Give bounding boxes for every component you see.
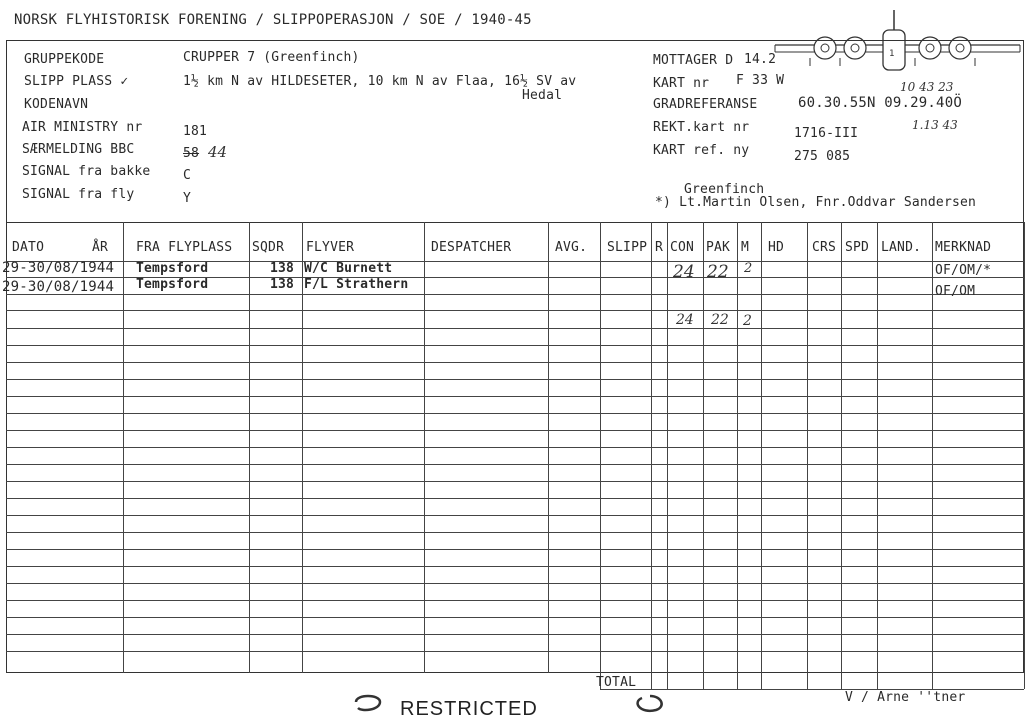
row-rule — [6, 566, 1024, 567]
row1-pak: 22 — [707, 262, 729, 282]
value-mottager: 14.2 — [744, 52, 777, 67]
row-rule — [6, 345, 1024, 346]
value-signal-fly: Y — [183, 191, 192, 206]
col-header-pak: PAK — [706, 240, 731, 255]
col-rule — [737, 222, 738, 689]
subtotal-m: 2 — [743, 313, 752, 329]
row-rule — [6, 651, 1024, 652]
col-header-dato: DATO — [12, 240, 45, 255]
row2-dato: 29-30/08/1944 — [2, 279, 115, 295]
value-saermelding-hand: 44 — [208, 143, 228, 161]
col-rule — [651, 222, 652, 689]
row1-fra: Tempsford — [136, 261, 209, 276]
col-rule — [807, 222, 808, 689]
row-rule — [6, 396, 1024, 397]
col-header-spd: SPD — [845, 240, 870, 255]
col-rule — [249, 222, 250, 673]
col-rule — [424, 222, 425, 673]
punch-hole-mark — [350, 690, 390, 718]
label-signal-fly: SIGNAL fra fly — [22, 187, 135, 202]
label-air-ministry: AIR MINISTRY nr — [22, 120, 143, 135]
row-rule — [6, 310, 1024, 311]
hand-note-top: 10 43 23 — [900, 80, 954, 94]
footer-signature: V / Arne ''tner — [845, 690, 966, 705]
total-label: TOTAL — [596, 675, 637, 690]
row-rule — [6, 328, 1024, 329]
subtotal-pak: 22 — [711, 312, 729, 328]
row-rule — [6, 634, 1024, 635]
value-kart-nr: F 33 W — [736, 73, 785, 88]
label-signal-bakke: SIGNAL fra bakke — [22, 164, 151, 179]
row1-flyver: W/C Burnett — [304, 261, 393, 276]
subtotal-con: 24 — [676, 312, 694, 328]
value-air-ministry: 181 — [183, 124, 208, 139]
col-header-ar: ÅR — [92, 240, 109, 255]
document-title: NORSK FLYHISTORISK FORENING / SLIPPOPERASJON / SOE / 1940-45 — [14, 12, 532, 28]
row1-sqdr: 138 — [270, 261, 295, 276]
row-rule — [6, 498, 1024, 499]
hand-note-mid: 1.13 43 — [912, 118, 958, 132]
label-rekt-kart: REKT.kart nr — [653, 120, 750, 135]
col-rule — [548, 222, 549, 673]
value-rekt-kart: 1716-III — [794, 126, 859, 141]
receiver-people: *) Lt.Martin Olsen, Fnr.Oddvar Sandersen — [655, 195, 977, 210]
col-header-slipp: SLIPP — [607, 240, 648, 255]
col-rule — [877, 222, 878, 689]
col-rule — [841, 222, 842, 689]
row2-fra: Tempsford — [136, 277, 209, 292]
row1-m: 2 — [744, 261, 753, 276]
row-rule — [6, 549, 1024, 550]
value-gradreferanse: 60.30.55N 09.29.40Ö — [798, 95, 962, 111]
col-rule — [932, 222, 933, 689]
row-rule — [6, 583, 1024, 584]
row-rule — [6, 481, 1024, 482]
sheet-border — [6, 40, 1024, 673]
col-header-sqdr: SQDR — [252, 240, 285, 255]
col-header-despatcher: DESPATCHER — [431, 240, 512, 255]
col-rule — [600, 222, 601, 689]
col-header-fra-flyplass: FRA FLYPLASS — [136, 240, 233, 255]
label-kodenavn: KODENAVN — [24, 97, 89, 112]
row-rule — [6, 515, 1024, 516]
row-rule — [6, 617, 1024, 618]
col-header-con: CON — [670, 240, 695, 255]
value-kart-ref: 275 085 — [794, 149, 851, 164]
col-rule — [1024, 222, 1025, 689]
row-rule — [6, 362, 1024, 363]
row-rule — [6, 413, 1024, 414]
value-gruppekode: CRUPPER 7 (Greenfinch) — [183, 50, 360, 65]
label-saermelding: SÆRMELDING BBC — [22, 142, 135, 157]
value-signal-bakke: C — [183, 168, 192, 183]
row-rule — [6, 600, 1024, 601]
label-slipp-plass: SLIPP PLASS ✓ — [24, 74, 129, 89]
col-header-flyver: FLYVER — [306, 240, 355, 255]
value-slipp-plass: 1½ km N av HILDESETER, 10 km N av Flaa, 16½ SV av — [183, 74, 577, 89]
restricted-stamp: RESTRICTED — [400, 698, 538, 720]
col-rule — [302, 222, 303, 673]
col-header-m: M — [741, 240, 750, 255]
col-rule — [761, 222, 762, 689]
row2-sqdr: 138 — [270, 277, 295, 292]
col-header-avg: AVG. — [555, 240, 588, 255]
label-kart-ref: KART ref. ny — [653, 143, 750, 158]
row-rule — [6, 464, 1024, 465]
row1-dato: 29-30/08/1944 — [2, 260, 115, 276]
col-rule — [667, 222, 668, 689]
row1-con: 24 — [673, 262, 695, 282]
col-header-land: LAND. — [881, 240, 922, 255]
label-kart-nr: KART nr — [653, 76, 710, 91]
col-rule — [123, 222, 124, 673]
table-top-rule — [6, 222, 1024, 223]
col-rule — [703, 222, 704, 689]
row-rule — [6, 532, 1024, 533]
label-gruppekode: GRUPPEKODE — [24, 52, 105, 67]
row-rule — [6, 447, 1024, 448]
row2-merknad: OF/OM — [935, 284, 976, 299]
row1-merknad: OF/OM/* — [935, 263, 992, 278]
col-header-r: R — [655, 240, 664, 255]
col-header-hd: HD — [768, 240, 785, 255]
col-header-merknad: MERKNAD — [935, 240, 992, 255]
row-rule — [6, 294, 1024, 295]
svg-text:1: 1 — [889, 49, 895, 59]
value-slipp-plass-cont: Hedal — [522, 88, 563, 103]
row-rule — [6, 430, 1024, 431]
value-saermelding: 58 — [183, 146, 200, 161]
label-mottager: MOTTAGER D — [653, 53, 734, 68]
punch-hole-mark — [632, 690, 672, 718]
receiver-name: Greenfinch — [684, 182, 765, 197]
label-gradreferanse: GRADREFERANSE — [653, 97, 758, 112]
row2-flyver: F/L Strathern — [304, 277, 409, 292]
row-rule — [6, 379, 1024, 380]
col-header-crs: CRS — [812, 240, 837, 255]
